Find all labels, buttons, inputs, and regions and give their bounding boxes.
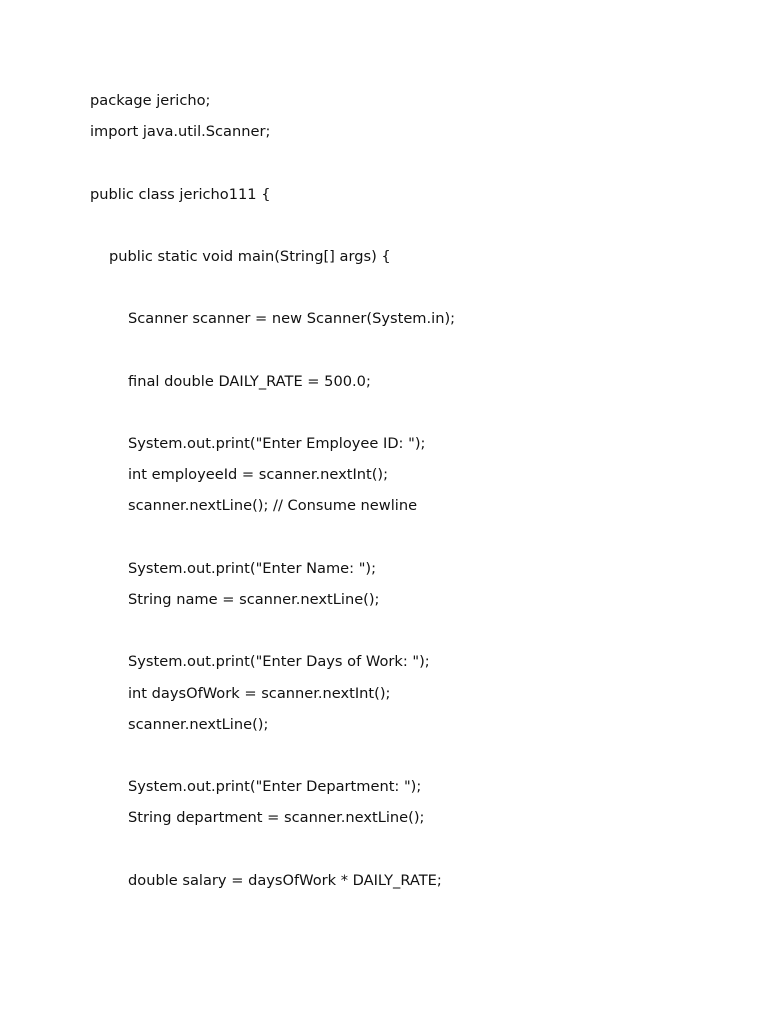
- code-line-read-department: String department = scanner.nextLine();: [128, 809, 425, 827]
- code-line-consume-newline: scanner.nextLine(); // Consume newline: [128, 497, 418, 515]
- code-line-scanner-init: Scanner scanner = new Scanner(System.in);: [128, 310, 456, 328]
- blank-line: [90, 210, 730, 241]
- code-line-main-method: public static void main(String[] args) {: [109, 247, 391, 265]
- blank-line: [90, 834, 730, 865]
- blank-line: [90, 615, 730, 646]
- code-line-read-employee-id: int employeeId = scanner.nextInt();: [128, 466, 389, 484]
- code-line-print-days: System.out.print("Enter Days of Work: ");: [128, 653, 430, 671]
- code-line-class-declaration: public class jericho111 {: [90, 185, 271, 203]
- code-line-import: import java.util.Scanner;: [90, 123, 271, 141]
- code-line-package: package jericho;: [90, 92, 211, 109]
- code-line-read-name: String name = scanner.nextLine();: [128, 591, 380, 608]
- code-line-print-department: System.out.print("Enter Department: ");: [128, 778, 422, 796]
- code-line-read-days: int daysOfWork = scanner.nextInt();: [128, 684, 391, 702]
- blank-line: [90, 147, 730, 178]
- blank-line: [90, 272, 730, 303]
- blank-line: [90, 522, 730, 553]
- code-line-print-employee-id: System.out.print("Enter Employee ID: ");: [128, 435, 426, 453]
- code-line-next-line: scanner.nextLine();: [128, 715, 269, 733]
- blank-line: [90, 335, 730, 366]
- blank-line: [90, 397, 730, 428]
- code-line-salary: double salary = daysOfWork * DAILY_RATE;: [128, 871, 442, 889]
- code-document: [90, 85, 730, 896]
- code-line-print-name: System.out.print("Enter Name: ");: [128, 559, 377, 577]
- code-line-daily-rate: final double DAILY_RATE = 500.0;: [128, 372, 371, 390]
- blank-line: [90, 740, 730, 771]
